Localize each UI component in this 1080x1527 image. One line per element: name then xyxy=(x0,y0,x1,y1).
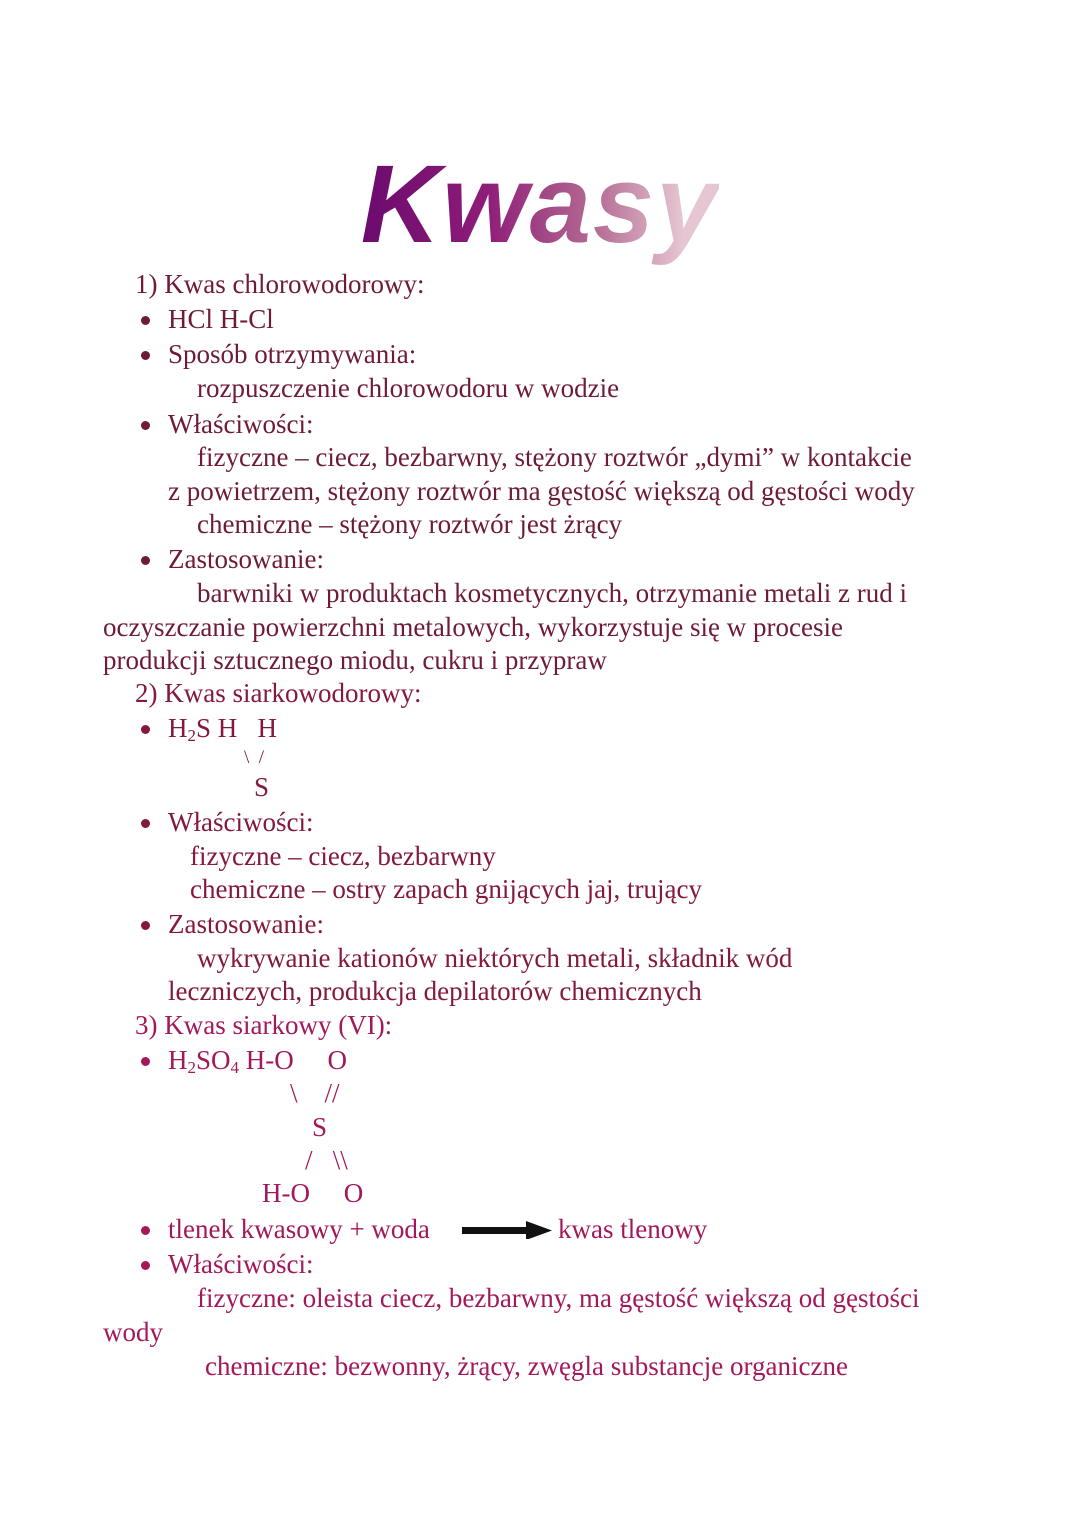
formula-subscript: 2 xyxy=(187,726,196,745)
section-3-heading: 3) Kwas siarkowy (VI): xyxy=(135,1010,393,1040)
physical-props: fizyczne – ciecz, bezbarwny, stężony roztwór „dymi” w kontakcie xyxy=(197,442,912,472)
h2s-formula xyxy=(168,711,277,745)
props-label: Właściwości: xyxy=(168,409,314,439)
formula-subscript: 4 xyxy=(230,1058,240,1077)
use-text: barwniki w produktach kosmetycznych, otrzymanie metali z rud i xyxy=(197,578,908,608)
reaction-left: tlenek kwasowy + woda xyxy=(168,1214,430,1244)
physical-props: fizyczne – ciecz, bezbarwny xyxy=(190,841,496,871)
props-label: Właściwości: xyxy=(168,1249,314,1279)
physical-props: fizyczne: oleista ciecz, bezbarwny, ma gęstość większą od gęstości xyxy=(197,1283,920,1313)
h2s-bonds: \ / xyxy=(244,747,265,768)
formula-part: H xyxy=(168,1045,188,1075)
formula-subscript: 2 xyxy=(187,1058,196,1077)
bullet-icon xyxy=(141,819,150,828)
h2so4-bonds-top: \ // xyxy=(290,1078,340,1108)
h2so4-bottom: H-O O xyxy=(262,1178,364,1208)
h2s-sulfur: S xyxy=(254,772,270,802)
props-label: Właściwości: xyxy=(168,807,314,837)
bullet-icon xyxy=(141,556,150,565)
section-2-heading: 2) Kwas siarkowodorowy: xyxy=(135,678,422,708)
use-text-cont: produkcji sztucznego miodu, cukru i przypraw xyxy=(103,645,607,675)
formula-part: H-O O xyxy=(239,1045,348,1075)
physical-props-cont: z powietrzem, stężony roztwór ma gęstość większą od gęstości wody xyxy=(168,476,915,506)
bullet-icon xyxy=(141,1261,150,1270)
physical-props-cont: wody xyxy=(103,1317,163,1347)
bullet-icon xyxy=(141,316,150,325)
bullet-icon xyxy=(141,421,150,430)
use-text: wykrywanie kationów niektórych metali, składnik wód xyxy=(197,943,793,973)
use-text-cont: leczniczych, produkcja depilatorów chemicznych xyxy=(168,976,702,1006)
hcl-formula: HCl H-Cl xyxy=(168,304,274,334)
chemical-props: chemiczne – ostry zapach gnijących jaj, trujący xyxy=(190,874,703,904)
formula-part: H xyxy=(168,713,188,743)
bullet-icon xyxy=(141,1226,150,1235)
chemical-props: chemiczne – stężony roztwór jest żrący xyxy=(197,509,623,539)
bullet-icon xyxy=(141,725,150,734)
bullet-icon xyxy=(141,1057,150,1066)
h2so4-formula xyxy=(168,1043,347,1077)
method-text: rozpuszczenie chlorowodoru w wodzie xyxy=(197,373,620,403)
page-title: Kwasy xyxy=(360,143,720,266)
formula-part: S H H xyxy=(196,713,278,743)
reaction-right: kwas tlenowy xyxy=(558,1214,708,1244)
section-1-heading: 1) Kwas chlorowodorowy: xyxy=(135,269,425,299)
arrow-right-icon xyxy=(462,1221,552,1239)
use-text-cont: oczyszczanie powierzchni metalowych, wykorzystuje się w procesie xyxy=(103,612,843,642)
use-label: Zastosowanie: xyxy=(168,544,324,574)
chemical-props: chemiczne: bezwonny, żrący, zwęgla substancje organiczne xyxy=(205,1351,848,1381)
bullet-icon xyxy=(141,921,150,930)
formula-part: SO xyxy=(196,1045,231,1075)
use-label: Zastosowanie: xyxy=(168,909,324,939)
method-label: Sposób otrzymywania: xyxy=(168,339,417,369)
h2so4-sulfur: S xyxy=(312,1112,328,1142)
bullet-icon xyxy=(141,351,150,360)
h2so4-bonds-bottom: / \\ xyxy=(305,1145,348,1175)
